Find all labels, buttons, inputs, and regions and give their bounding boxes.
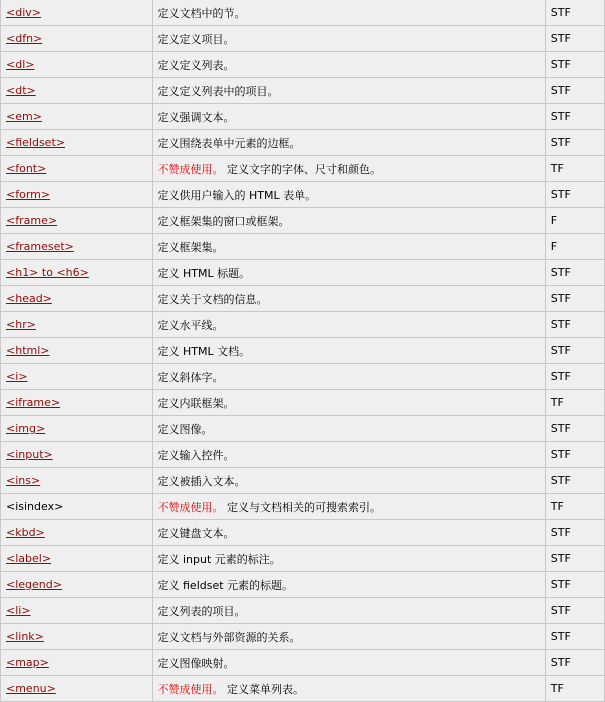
tag-link[interactable]: <menu> — [6, 682, 56, 695]
tag-link[interactable]: <head> — [6, 292, 52, 305]
dtd-cell: STF — [545, 104, 604, 130]
deprecated-note: 不赞成使用。 — [157, 500, 224, 514]
tag-cell — [1, 494, 153, 520]
table-row — [1, 572, 605, 598]
description-cell — [152, 546, 545, 572]
description-text: 定义与文档相关的可搜索索引。 — [227, 500, 381, 514]
dtd-cell: TF — [545, 676, 604, 702]
table-row — [1, 0, 605, 26]
table-row — [1, 338, 605, 364]
tag-link[interactable]: <html> — [6, 344, 50, 357]
description-text: 定义内联框架。 — [157, 396, 235, 410]
table-row — [1, 130, 605, 156]
tag-link[interactable]: <link> — [6, 630, 44, 643]
tag-link[interactable]: <dl> — [6, 58, 35, 71]
dtd-cell: F — [545, 208, 604, 234]
tag-cell — [1, 286, 153, 312]
dtd-cell: STF — [545, 312, 604, 338]
table-row — [1, 182, 605, 208]
tag-link[interactable]: <dfn> — [6, 32, 43, 45]
dtd-cell: STF — [545, 572, 604, 598]
description-text: 定义定义列表。 — [157, 58, 235, 72]
dtd-cell: TF — [545, 494, 604, 520]
description-cell — [152, 52, 545, 78]
tag-cell — [1, 312, 153, 338]
table-row — [1, 312, 605, 338]
tag-link[interactable]: <hr> — [6, 318, 36, 331]
dtd-cell: STF — [545, 260, 604, 286]
description-text: 定义 HTML 标题。 — [157, 266, 251, 280]
tag-cell — [1, 676, 153, 702]
deprecated-note: 不赞成使用。 — [157, 162, 224, 176]
description-text: 定义斜体字。 — [157, 370, 224, 384]
table-row — [1, 624, 605, 650]
tag-link[interactable]: <dt> — [6, 84, 36, 97]
tag-cell — [1, 624, 153, 650]
description-cell — [152, 260, 545, 286]
table-row — [1, 104, 605, 130]
tag-link[interactable]: <iframe> — [6, 396, 61, 409]
tag-cell — [1, 260, 153, 286]
description-text: 定义文档中的节。 — [157, 6, 246, 20]
dtd-cell: STF — [545, 0, 604, 26]
tag-cell — [1, 234, 153, 260]
tag-cell — [1, 572, 153, 598]
description-cell — [152, 286, 545, 312]
description-text: 定义 HTML 文档。 — [157, 344, 251, 358]
description-cell — [152, 416, 545, 442]
description-cell — [152, 598, 545, 624]
description-text: 定义定义项目。 — [157, 32, 235, 46]
deprecated-note: 不赞成使用。 — [157, 682, 224, 696]
description-text: 定义强调文本。 — [157, 110, 235, 124]
description-cell — [152, 26, 545, 52]
description-text: 定义关于文档的信息。 — [157, 292, 268, 306]
dtd-cell: STF — [545, 650, 604, 676]
tag-cell — [1, 78, 153, 104]
description-text: 定义图像映射。 — [157, 656, 235, 670]
description-text: 定义水平线。 — [157, 318, 224, 332]
dtd-cell: STF — [545, 26, 604, 52]
dtd-cell: STF — [545, 286, 604, 312]
table-row — [1, 468, 605, 494]
description-cell — [152, 104, 545, 130]
tag-link[interactable]: <legend> — [6, 578, 62, 591]
dtd-cell: STF — [545, 130, 604, 156]
dtd-cell: STF — [545, 182, 604, 208]
table-row — [1, 364, 605, 390]
description-cell — [152, 78, 545, 104]
description-text: 定义围绕表单中元素的边框。 — [157, 136, 301, 150]
table-row — [1, 260, 605, 286]
tag-link[interactable]: <img> — [6, 422, 46, 435]
description-cell — [152, 156, 545, 182]
description-text: 定义输入控件。 — [157, 448, 235, 462]
description-text: 定义文字的字体、尺寸和颜色。 — [227, 162, 381, 176]
description-text: 定义菜单列表。 — [227, 682, 304, 696]
tag-cell — [1, 390, 153, 416]
description-cell — [152, 390, 545, 416]
table-row — [1, 52, 605, 78]
tag-link[interactable]: <kbd> — [6, 526, 45, 539]
tag-cell — [1, 208, 153, 234]
description-cell — [152, 234, 545, 260]
description-text: 定义 fieldset 元素的标题。 — [157, 578, 294, 592]
dtd-cell: STF — [545, 598, 604, 624]
tag-cell — [1, 520, 153, 546]
table-row — [1, 234, 605, 260]
tag-link[interactable]: <fieldset> — [6, 136, 65, 149]
dtd-cell: F — [545, 234, 604, 260]
dtd-cell: STF — [545, 52, 604, 78]
description-text: 定义 input 元素的标注。 — [157, 552, 281, 566]
tag-cell — [1, 338, 153, 364]
description-cell — [152, 650, 545, 676]
description-cell — [152, 624, 545, 650]
description-text: 定义供用户输入的 HTML 表单。 — [157, 188, 317, 202]
table-row — [1, 494, 605, 520]
description-cell — [152, 312, 545, 338]
table-row — [1, 416, 605, 442]
tag-link[interactable]: <h1> to <h6> — [6, 266, 89, 279]
dtd-cell: TF — [545, 156, 604, 182]
description-text: 定义被插入文本。 — [157, 474, 246, 488]
description-text: 定义框架集的窗口或框架。 — [157, 214, 290, 228]
description-cell — [152, 208, 545, 234]
table-row — [1, 598, 605, 624]
tag-link[interactable]: <ins> — [6, 474, 41, 487]
table-row — [1, 520, 605, 546]
description-cell — [152, 520, 545, 546]
tag-cell — [1, 52, 153, 78]
description-text: 定义列表的项目。 — [157, 604, 246, 618]
tag-link[interactable]: <input> — [6, 448, 53, 461]
table-row — [1, 676, 605, 702]
table-row — [1, 286, 605, 312]
tag-link[interactable]: <map> — [6, 656, 49, 669]
tag-cell — [1, 364, 153, 390]
tag-cell — [1, 0, 153, 26]
table-row — [1, 442, 605, 468]
table-row — [1, 26, 605, 52]
dtd-cell: STF — [545, 546, 604, 572]
description-cell — [152, 0, 545, 26]
dtd-cell: TF — [545, 390, 604, 416]
dtd-cell: STF — [545, 364, 604, 390]
tag-cell — [1, 130, 153, 156]
tag-name: <isindex> — [6, 500, 64, 513]
tag-cell — [1, 650, 153, 676]
tag-cell — [1, 156, 153, 182]
tag-link[interactable]: <em> — [6, 110, 42, 123]
tag-cell — [1, 546, 153, 572]
dtd-cell: STF — [545, 78, 604, 104]
dtd-cell: STF — [545, 442, 604, 468]
dtd-cell: STF — [545, 416, 604, 442]
tag-link[interactable]: <i> — [6, 370, 28, 383]
table-row — [1, 156, 605, 182]
tag-cell — [1, 598, 153, 624]
description-text: 定义文档与外部资源的关系。 — [157, 630, 301, 644]
tag-cell — [1, 442, 153, 468]
tag-cell — [1, 468, 153, 494]
description-cell — [152, 572, 545, 598]
description-text: 定义框架集。 — [157, 240, 224, 254]
dtd-cell: STF — [545, 338, 604, 364]
tag-link[interactable]: <li> — [6, 604, 31, 617]
table-row — [1, 208, 605, 234]
description-cell — [152, 676, 545, 702]
description-cell — [152, 182, 545, 208]
description-cell — [152, 494, 545, 520]
dtd-cell: STF — [545, 624, 604, 650]
dtd-cell: STF — [545, 468, 604, 494]
description-cell — [152, 130, 545, 156]
tag-link[interactable]: <frame> — [6, 214, 58, 227]
tag-cell — [1, 26, 153, 52]
table-body — [1, 0, 605, 702]
description-cell — [152, 338, 545, 364]
tag-link[interactable]: <form> — [6, 188, 51, 201]
tag-cell — [1, 416, 153, 442]
description-cell — [152, 468, 545, 494]
description-text: 定义图像。 — [157, 422, 213, 436]
description-cell — [152, 364, 545, 390]
table-row — [1, 546, 605, 572]
tag-cell — [1, 182, 153, 208]
table-row — [1, 390, 605, 416]
table-row — [1, 650, 605, 676]
table-row — [1, 78, 605, 104]
tag-link[interactable]: <div> — [6, 6, 41, 19]
tag-link[interactable]: <label> — [6, 552, 52, 565]
dtd-cell: STF — [545, 520, 604, 546]
tag-link[interactable]: <font> — [6, 162, 47, 175]
description-text: 定义定义列表中的项目。 — [157, 84, 279, 98]
tag-cell — [1, 104, 153, 130]
description-cell — [152, 442, 545, 468]
tag-link[interactable]: <frameset> — [6, 240, 74, 253]
description-text: 定义键盘文本。 — [157, 526, 235, 540]
